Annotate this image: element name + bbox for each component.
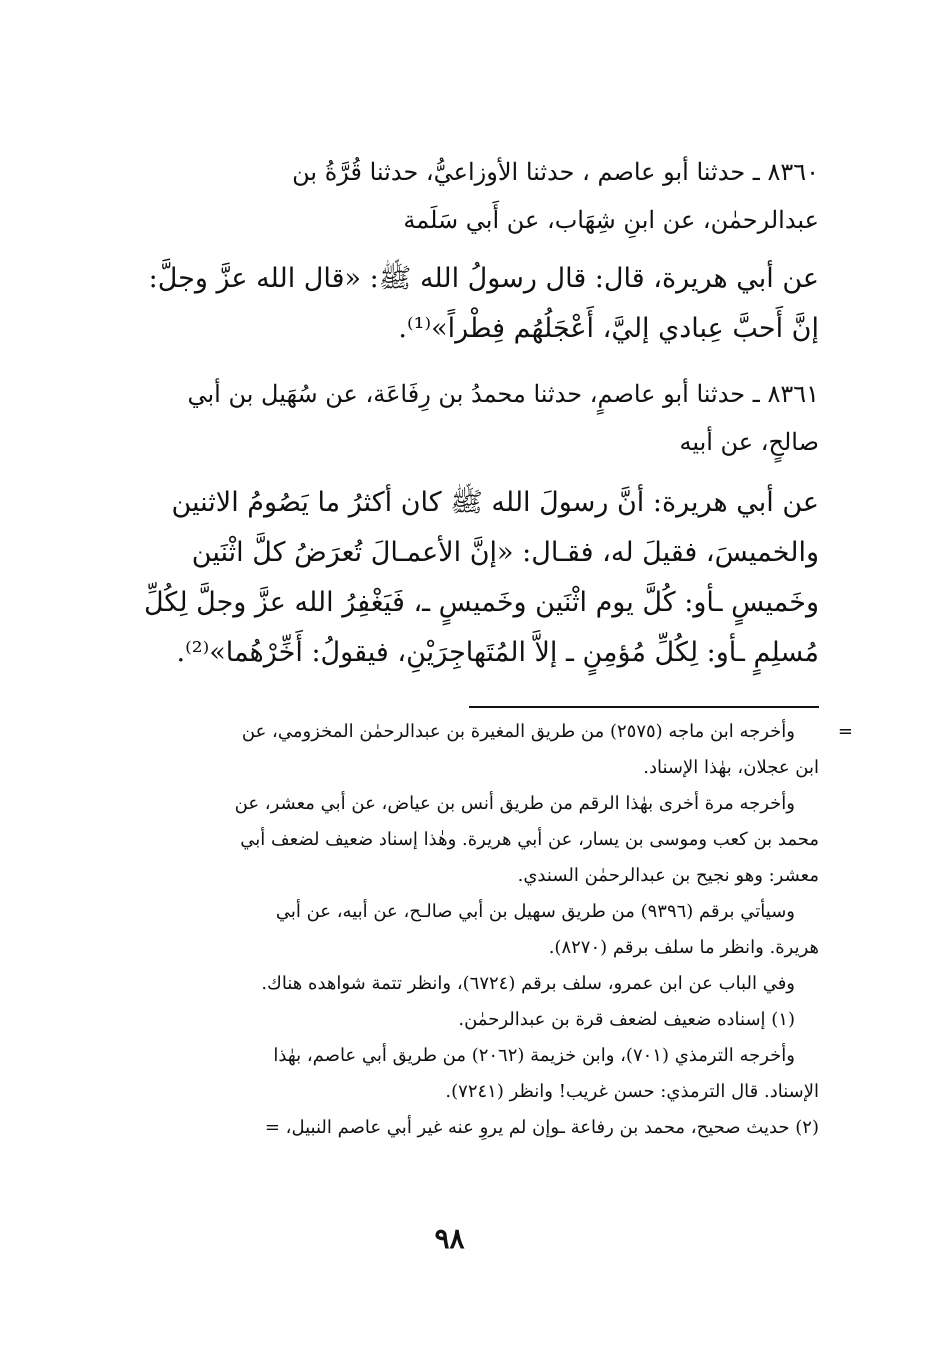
text-line: (٢) حديث صحيح، محمد بن رفاعة ـوإن لم يروِ عنه غير أبي عاصم النبيل، = (264, 1117, 819, 1138)
text-line: محمد بن كعب وموسى بن يسار، عن أبي هريرة. وهٰذا إسناد ضعيف لضعف أبي (240, 829, 819, 850)
text-line: وخَميسٍ ـأو: كُلَّ يوم اثْنَين وخَميسٍ ـ، فَيَغْفِرُ الله عزَّ وجلَّ لِكُلِّ (143, 587, 819, 618)
text-line: وفي الباب عن ابن عمرو، سلف برقم (٦٧٢٤)، وانظر تتمة شواهده هناك. (261, 973, 795, 994)
footnote-divider (469, 706, 819, 708)
text-line: وأخرجه ابن ماجه (٢٥٧٥) من طريق المغيرة بن عبدالرحمٰن المخزومي، عن (241, 721, 795, 742)
text-line: (١) إسناده ضعيف لضعف قرة بن عبدالرحمٰن. (458, 1009, 795, 1030)
page-number: ٩٨ (434, 1222, 465, 1255)
text-line: وسيأتي برقم (٩٣٩٦) من طريق سهيل بن أبي صالـح، عن أبيه، عن أبي (275, 901, 795, 922)
footnote-paragraph (80, 714, 819, 786)
hadith-8361-isnad (80, 370, 819, 466)
footnote-paragraph (80, 1038, 819, 1110)
text-line: ٨٣٦٠ ـ حدثنا أبو عاصم ، حدثنا الأوزاعيُّ، حدثنا قُرَّةُ بن (292, 158, 819, 186)
continuation-marker: = (837, 721, 853, 742)
text-line: والخميسَ، فقيلَ له، فقـال: «إنَّ الأعمـالَ تُعرَضُ كلَّ اثْنَين (191, 537, 819, 568)
text-line: إنَّ أَحبَّ عِبادي إليَّ، أَعْجَلُهُم فِطْراً»⁽¹⁾. (398, 313, 819, 344)
footnote-2 (80, 1110, 819, 1146)
footnote-paragraph (80, 966, 819, 1002)
text-line: صالحٍ، عن أبيه (679, 428, 819, 456)
footnotes (80, 714, 853, 1146)
text-line: ابن عجلان، بهٰذا الإسناد. (643, 757, 819, 778)
text-line: عن أبي هريرة: أنَّ رسولَ الله ﷺ كان أكثرُ ما يَصُومُ الاثنين (171, 487, 819, 518)
text-line: وأخرجه الترمذي (٧٠١)، وابن خزيمة (٢٠٦٢) من طريق أبي عاصم، بهٰذا (273, 1045, 795, 1066)
footnote-1 (80, 1002, 819, 1038)
text-line: عبدالرحمٰن، عن ابنِ شِهَاب، عن أَبي سَلَمة (403, 206, 819, 234)
text-line: الإسناد. قال الترمذي: حسن غريب! وانظر (٧٢٤١). (445, 1081, 819, 1102)
text-line: عن أبي هريرة، قال: قال رسولُ الله ﷺ: «قال الله عزَّ وجلَّ: (148, 263, 819, 294)
text-line: مُسلِمٍ ـأو: لِكُلِّ مُؤمِنٍ ـ إلاَّ المُتَهاجِرَيْنِ، فيقولُ: أَخِّرْهُما»⁽²⁾. (176, 637, 819, 668)
text-line: هريرة. وانظر ما سلف برقم (٨٢٧٠). (548, 937, 819, 958)
footnote-paragraph (80, 894, 819, 966)
hadith-8360-isnad (80, 148, 819, 244)
text-line: معشر: وهو نجيح بن عبدالرحمٰن السندي. (517, 865, 819, 886)
book-page (80, 0, 853, 1365)
footnote-paragraph (80, 786, 819, 894)
text-line: ٨٣٦١ ـ حدثنا أبو عاصمٍ، حدثنا محمدُ بن رِفَاعَة، عن سُهَيل بن أبي (187, 380, 819, 408)
hadith-8361-matn (80, 478, 819, 678)
hadith-8360-matn (80, 254, 819, 354)
text-line: وأخرجه مرة أخرى بهٰذا الرقم من طريق أنس بن عياض، عن أبي معشر، عن (234, 793, 795, 814)
